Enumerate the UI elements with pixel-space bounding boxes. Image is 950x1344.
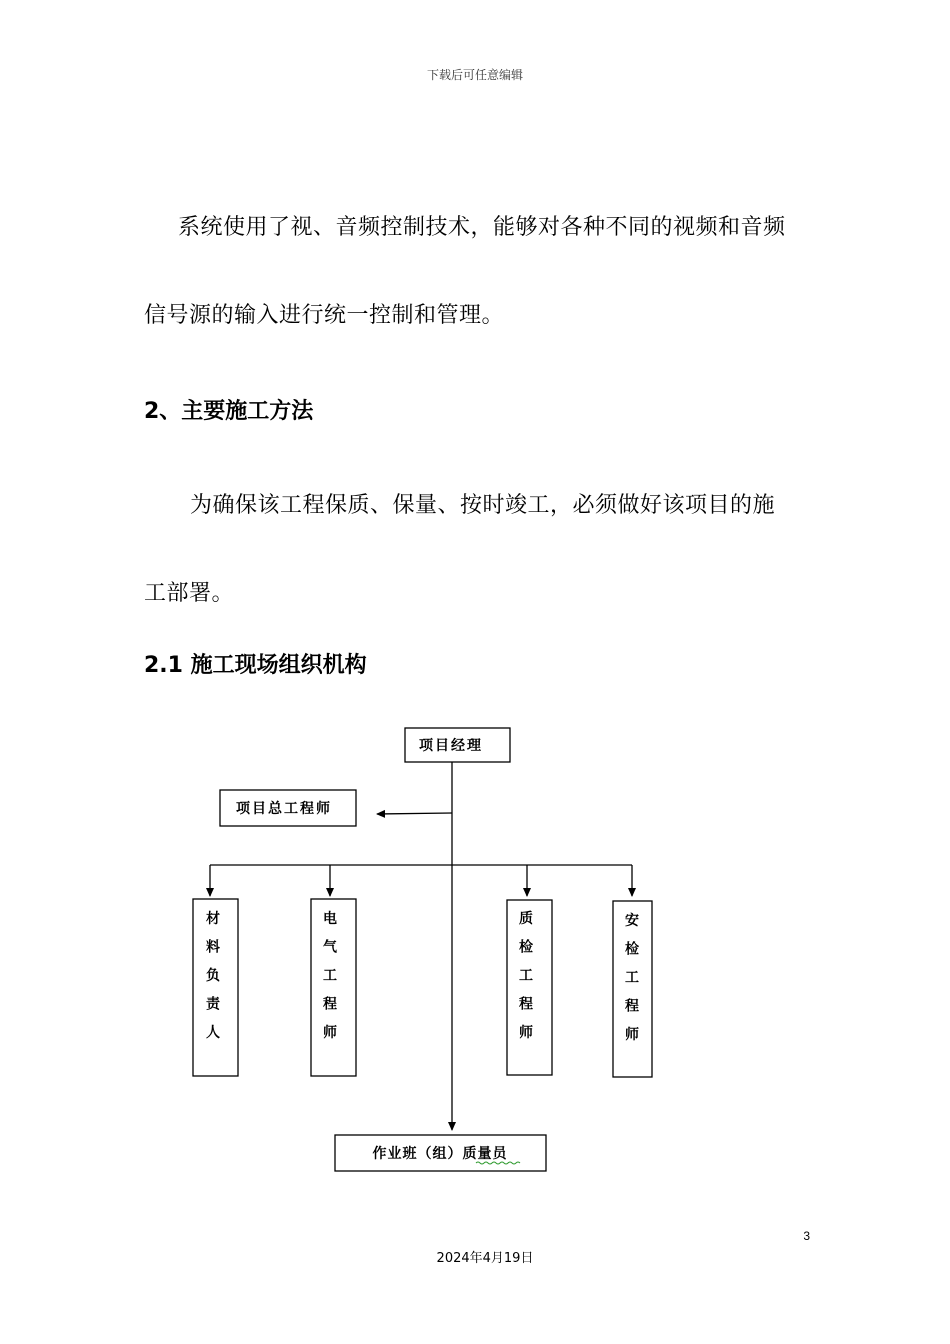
vertical-label-text: 安检工程师 [625,913,639,1043]
page-date: 2024年4月19日 [436,1251,534,1266]
label-team-quality: 作业班（组）质量员 [372,1146,508,1162]
page-number: 3 [803,1229,810,1243]
paragraph-2-line-1: 为确保该工程保质、保量、按时竣工，必须做好该项目的施 [190,493,776,518]
page-header: 下载后可任意编辑 [426,68,523,82]
paragraph-2-line-2: 工部署。 [144,581,235,606]
chief-engineer-connector [377,813,452,814]
label-project-manager: 项目经理 [419,738,483,754]
vertical-label-text: 材料负责人 [206,911,220,1041]
label-chief-engineer: 项目总工程师 [236,801,332,817]
paragraph-1-line-1: 系统使用了视、音频控制技术，能够对各种不同的视频和音频 [178,215,786,240]
section-heading-2: 2、主要施工方法 [144,399,314,424]
paragraph-1-line-2: 信号源的输入进行统一控制和管理。 [144,303,505,328]
vertical-label-text: 电气工程师 [323,911,337,1041]
vertical-label-text: 质检工程师 [519,911,533,1041]
section-heading-2-1: 2.1 施工现场组织机构 [144,653,367,678]
